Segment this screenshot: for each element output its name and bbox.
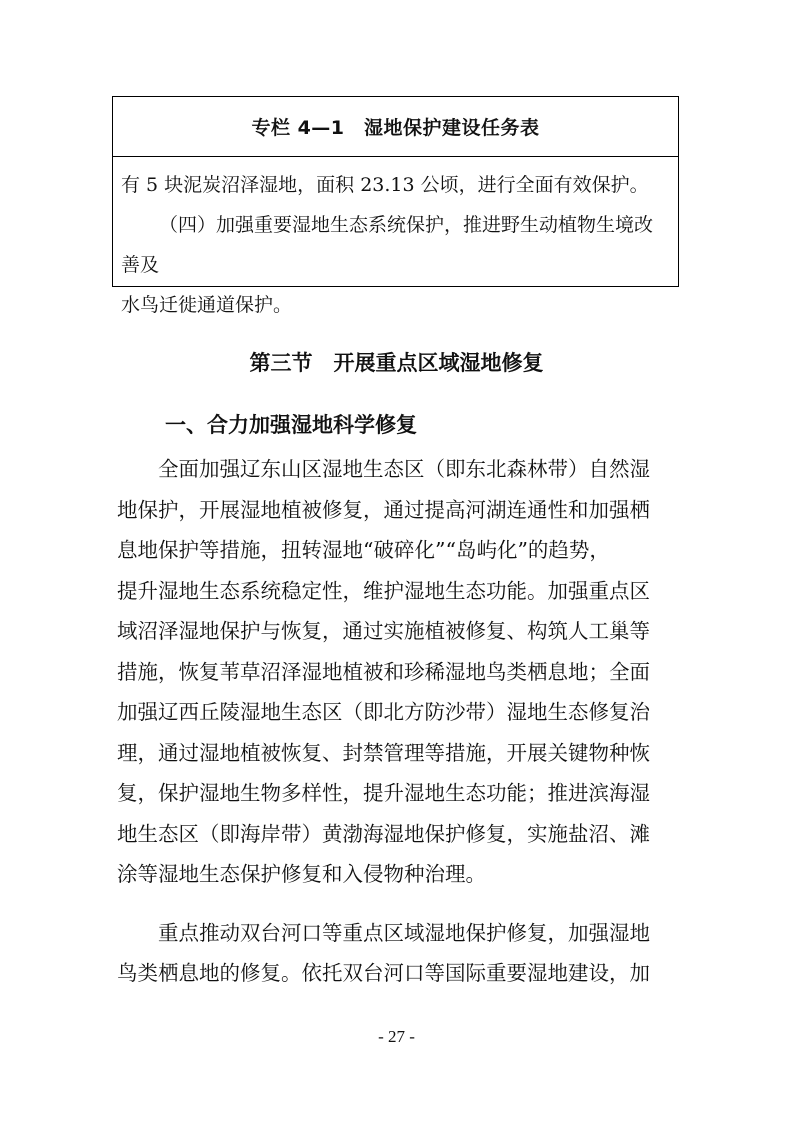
paragraph-2-line: 鸟类栖息地的修复。依托双台河口等国际重要湿地建设，加 [117, 961, 650, 985]
paragraph-1-line: 全面加强辽东山区湿地生态区（即东北森林带）自然湿 [117, 457, 650, 481]
task-table-body [113, 157, 678, 325]
task-table-box [112, 96, 679, 316]
paragraph-1-line: 提升湿地生态系统稳定性，维护湿地生态功能。加强重点区 [117, 578, 650, 603]
subsection-title: 一、合力加强湿地科学修复 [165, 413, 417, 437]
section-title: 第三节 开展重点区域湿地修复 [249, 351, 544, 375]
paragraph-1-line: 加强辽西丘陵湿地生态区（即北方防沙带）湿地生态修复治 [117, 700, 650, 724]
paragraph-1-line: 息地保护等措施，扭转湿地“破碎化”“岛屿化”的趋势， [117, 538, 610, 562]
paragraph-2-line: 重点推动双台河口等重点区域湿地保护修复，加强湿地 [117, 920, 650, 945]
task-table-line-2: （四）加强重要湿地生态系统保护，推进野生动植物生境改善及 [121, 214, 654, 276]
body-text [117, 449, 677, 994]
paragraph-1-line: 理，通过湿地植被恢复、封禁管理等措施，开展关键物种恢 [117, 740, 650, 765]
task-table-line-3: 水鸟迁徙通道保护。 [121, 294, 293, 316]
paragraph-1-line: 涂等湿地生态保护修复和入侵物种治理。 [117, 862, 486, 886]
page-number: - 27 - [378, 1027, 415, 1046]
paragraph-gap [117, 895, 677, 913]
paragraph-1-line: 复，保护湿地生物多样性，提升湿地生态功能；推进滨海湿 [117, 781, 650, 805]
paragraph-1-line: 地保护，开展湿地植被修复，通过提高河湖连通性和加强栖 [117, 497, 650, 522]
paragraph-1-line: 地生态区（即海岸带）黄渤海湿地保护修复，实施盐沼、滩 [117, 821, 650, 846]
task-table-line-1: 有 5 块泥炭沼泽湿地，面积 23.13 公顷，进行全面有效保护。 [121, 174, 649, 196]
task-table-title: 专栏 4—1 湿地保护建设任务表 [113, 97, 678, 157]
paragraph-1-line: 措施，恢复苇草沼泽湿地植被和珍稀湿地鸟类栖息地；全面 [117, 659, 650, 684]
paragraph-1-line: 域沼泽湿地保护与恢复，通过实施植被修复、构筑人工巢等 [117, 619, 650, 643]
